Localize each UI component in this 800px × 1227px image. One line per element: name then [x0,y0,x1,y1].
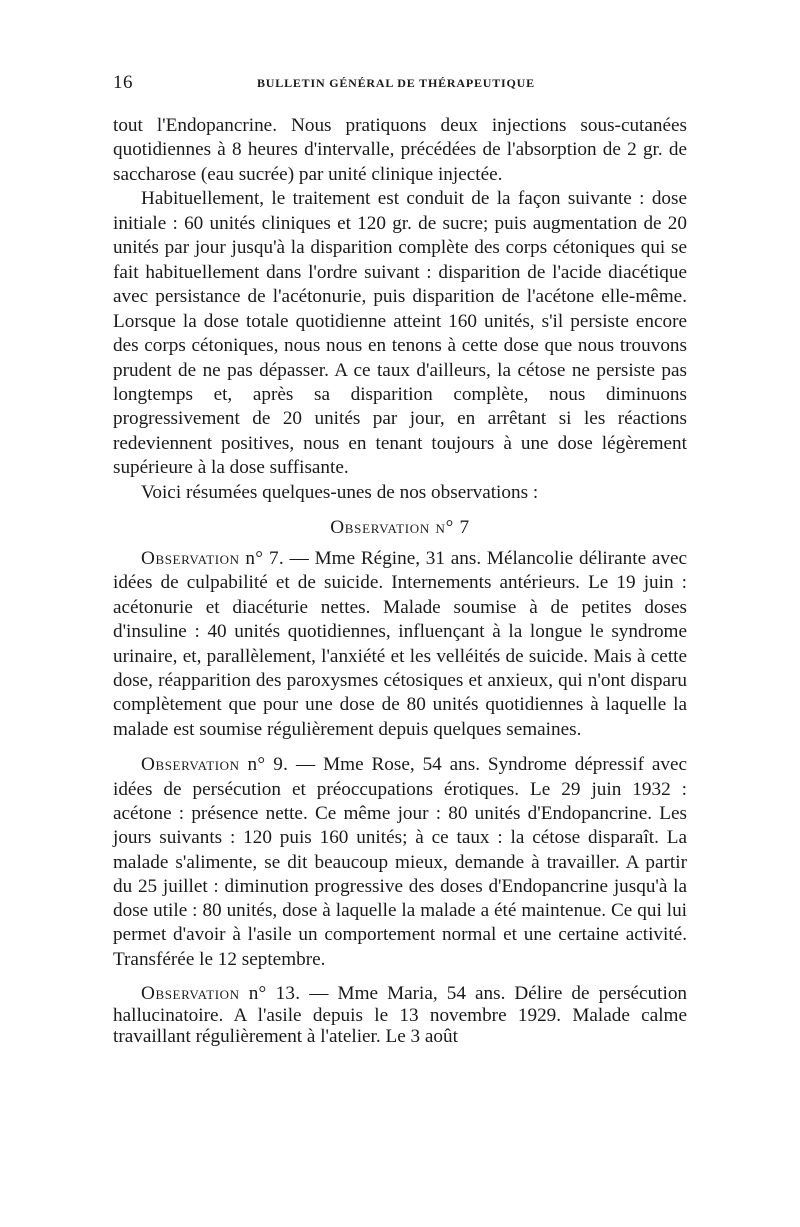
observation-9 [113,753,687,972]
paragraph-intro: Voici résumées quelques-unes de nos observations : [141,481,539,503]
observation-label: Observation [141,547,240,569]
observation-13 [113,983,687,1048]
observation-number: n° 7. [245,547,284,569]
observation-label: Observation [141,754,240,776]
paragraph-continued: tout l'Endopancrine. Nous pratiquons deux injections sous-cutanées quotidiennes à 8 heures d'intervalle, précédées de l'absorption de 2 gr. de saccharose (eau sucrée) par unité clinique injectée. [113,115,687,185]
observation-text: — Mme Maria, 54 ans. Délire de persécution hallucinatoire. A l'asile depuis le 13 novembre 1929. Malade calme travaillant régulièrement à l'atelier. Le 3 août [113,983,688,1047]
observation-label: Observation [141,983,240,1004]
section-heading: Observation n° 7 [330,517,470,539]
article-body [113,114,687,1048]
observation-7 [113,547,687,743]
observation-text: — Mme Rose, 54 ans. Syndrome dépressif avec idées de persécution et préoccupations érotiques. Le 29 juin 1932 : acétone : présence nette. Ce même jour : 80 unités d'Endopancrine. Les jours suivants : 120 puis 160 unités; à ce taux : la cétose disparaît. La malade s'alimente, se dit beaucoup mieux, demande à travailler. A partir du 25 juillet : diminution progressive des doses d'Endopancrine jusqu'à la dose utile : 80 unités, dose à laquelle la malade a été maintenue. Ce qui lui permet d'avoir à l'asile un comportement normal et une certaine activité. Transférée le 12 septembre. [113,754,688,970]
observation-number: n° 9. [247,754,289,776]
paragraph-treatment: Habituellement, le traitement est conduit de la façon suivante : dose initiale : 60 unités cliniques et 120 gr. de sucre; puis augmentation de 20 unités par jour jusqu'à la disparition complète des corps cétoniques qui se fait habituellement dans l'ordre suivant : disparition de l'acide diacétique avec persistance de l'acétonurie, puis disparition de l'acétone elle-même. Lorsque la dose totale quotidienne atteint 160 unités, s'il persiste encore des corps cétoniques, nous nous en tenons à cette dose que nous trouvons prudent de ne pas dépasser. A ce taux d'ailleurs, la cétose ne persiste pas longtemps et, après sa disparition complète, nous diminuons progressivement de 20 unités par jour, en arrêtant si les réactions redeviennent positives, nous en tenant toujours à une dose légèrement supérieure à la dose suffisante. [113,188,687,479]
page-number: 16 [113,72,133,93]
journal-title: BULLETIN GÉNÉRAL DE THÉRAPEUTIQUE [257,76,535,90]
observation-spacer [113,972,687,983]
observation-number: n° 13. [248,983,301,1004]
observation-spacer [113,742,687,753]
observation-text: — Mme Régine, 31 ans. Mélancolie délirante avec idées de culpabilité et de suicide. Internements antérieurs. Le 19 juin : acétonurie et diacéturie nettes. Malade soumise à de petites doses d'insuline : 40 unités quotidiennes, influençant à la longue le syndrome urinaire, et, parallèlement, l'anxiété et les velléités de suicide. Mais à cette dose, réapparition des paroxysmes cétosiques et anxieux, qui n'ont disparu complètement que pour une dose de 80 unités quotidiennes à laquelle la malade est soumise régulièrement depuis quelques semaines. [113,547,688,740]
running-head [0,72,800,96]
